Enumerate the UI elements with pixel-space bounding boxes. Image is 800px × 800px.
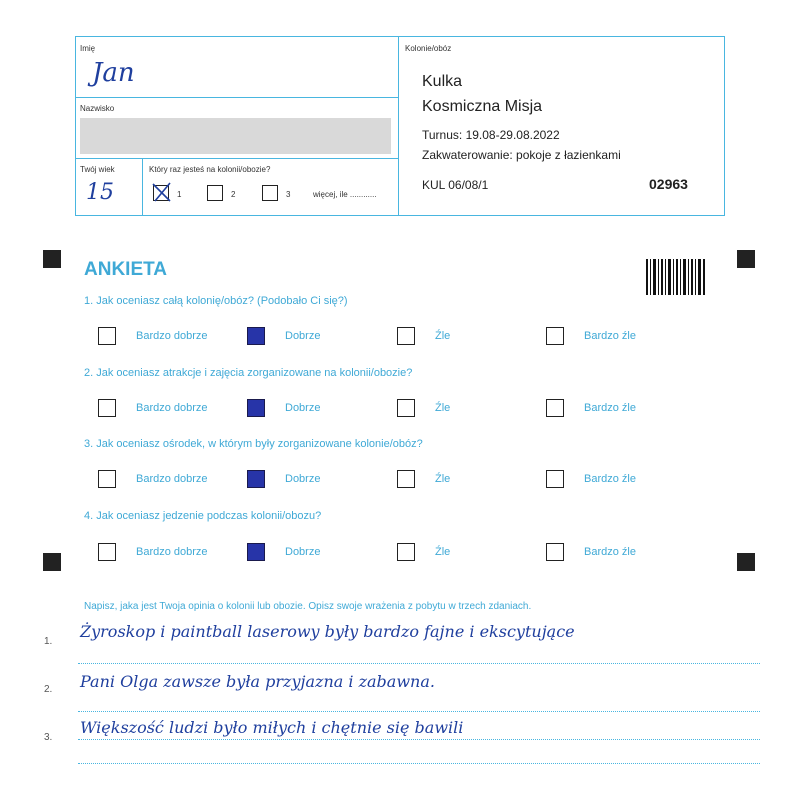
barcode-icon [646, 259, 706, 295]
q1-option-bardzo-dobrze[interactable] [98, 327, 208, 345]
q1-checkbox-bardzo-dobrze[interactable] [98, 327, 116, 345]
camp-label: Kolonie/obóz [405, 44, 452, 53]
q4-option-dobrze[interactable] [247, 543, 320, 561]
registration-marker-top-left [43, 250, 61, 268]
answer-1-number: 1. [44, 636, 53, 647]
answer-2-line [78, 711, 760, 712]
times-label: Który raz jesteś na kolonii/obozie? [149, 165, 271, 174]
age-label: Twój wiek [80, 165, 115, 174]
q4-option-zle[interactable] [397, 543, 450, 561]
turnus-text: Turnus: 19.08-29.08.2022 [422, 128, 560, 142]
first-name-label: Imię [80, 44, 96, 53]
age-divider [75, 158, 399, 159]
more-times-label: więcej, ile ............ [313, 190, 377, 199]
q2-checkbox-bardzo-dobrze[interactable] [98, 399, 116, 417]
q1-checkbox-bardzo-zle[interactable] [546, 327, 564, 345]
q2-option-bardzo-dobrze[interactable] [98, 399, 208, 417]
q2-checkbox-bardzo-zle[interactable] [546, 399, 564, 417]
q4-checkbox-bardzo-dobrze[interactable] [98, 543, 116, 561]
q2-option-dobrze[interactable] [247, 399, 320, 417]
option-label: Bardzo źle [584, 402, 636, 414]
times-option-1: 1 [177, 190, 182, 199]
q1-option-zle[interactable] [397, 327, 450, 345]
option-label: Dobrze [285, 402, 321, 414]
q3-checkbox-zle[interactable] [397, 470, 415, 488]
option-label: Źle [435, 330, 451, 342]
q2-checkbox-zle[interactable] [397, 399, 415, 417]
option-label: Bardzo dobrze [136, 330, 208, 342]
option-label: Źle [435, 402, 451, 414]
q1-option-bardzo-zle[interactable] [546, 327, 636, 345]
answer-3-number: 3. [44, 732, 53, 743]
answer-2-number: 2. [44, 684, 53, 695]
q4-checkbox-bardzo-zle[interactable] [546, 543, 564, 561]
camp-name-line2: Kosmiczna Misja [422, 98, 543, 115]
option-label: Źle [435, 546, 451, 558]
q3-checkbox-bardzo-dobrze[interactable] [98, 470, 116, 488]
question-1-text: 1. Jak oceniasz całą kolonię/obóz? (Podobało Ci się?) [84, 295, 348, 307]
first-name-value[interactable]: Jan [92, 58, 135, 88]
q1-checkbox-zle[interactable] [397, 327, 415, 345]
option-label: Bardzo dobrze [136, 546, 208, 558]
option-label: Bardzo źle [584, 330, 636, 342]
q3-option-bardzo-zle[interactable] [546, 470, 636, 488]
answer-2-text[interactable]: Pani Olga zawsze była przyjazna i zabawna. [80, 672, 435, 691]
question-2-text: 2. Jak oceniasz atrakcje i zajęcia zorganizowane na kolonii/obozie? [84, 367, 413, 379]
option-label: Dobrze [285, 473, 321, 485]
option-label: Dobrze [285, 546, 321, 558]
registration-marker-top-right [737, 250, 755, 268]
q1-option-dobrze[interactable] [247, 327, 320, 345]
answer-3-text[interactable]: Większość ludzi było miłych i chętnie się bawili [80, 718, 464, 737]
q4-option-bardzo-zle[interactable] [546, 543, 636, 561]
q4-checkbox-zle[interactable] [397, 543, 415, 561]
q4-option-bardzo-dobrze[interactable] [98, 543, 208, 561]
question-4-text: 4. Jak oceniasz jedzenie podczas kolonii/obozu? [84, 510, 322, 522]
last-name-label: Nazwisko [80, 104, 115, 113]
name-divider [75, 97, 399, 98]
q1-checkbox-dobrze[interactable] [247, 327, 265, 345]
q3-checkbox-bardzo-zle[interactable] [546, 470, 564, 488]
camp-code: KUL 06/08/1 [422, 178, 489, 192]
q4-checkbox-dobrze[interactable] [247, 543, 265, 561]
option-label: Bardzo źle [584, 546, 636, 558]
answer-1-text[interactable]: Żyroskop i paintball laserowy były bardzo fajne i ekscytujące [80, 622, 575, 641]
option-label: Źle [435, 473, 451, 485]
q3-option-zle[interactable] [397, 470, 450, 488]
times-checkbox-3[interactable] [262, 185, 278, 201]
form-number: 02963 [649, 176, 688, 192]
registration-marker-bottom-left [43, 553, 61, 571]
option-label: Bardzo dobrze [136, 402, 208, 414]
camp-name-line1: Kulka [422, 73, 463, 90]
q3-checkbox-dobrze[interactable] [247, 470, 265, 488]
survey-title: ANKIETA [84, 259, 168, 280]
q2-option-zle[interactable] [397, 399, 450, 417]
header-divider [398, 36, 399, 216]
accommodation-text: Zakwaterowanie: pokoje z łazienkami [422, 148, 621, 162]
q3-option-bardzo-dobrze[interactable] [98, 470, 208, 488]
registration-marker-bottom-right [737, 553, 755, 571]
opinion-prompt: Napisz, jaka jest Twoja opinia o kolonii lub obozie. Opisz swoje wrażenia z pobytu w trzech zdaniach. [84, 601, 532, 612]
option-label: Dobrze [285, 330, 321, 342]
answer-3-line [78, 739, 760, 740]
q2-checkbox-dobrze[interactable] [247, 399, 265, 417]
last-name-redacted [80, 118, 391, 154]
answer-1-line [78, 663, 760, 664]
option-label: Bardzo dobrze [136, 473, 208, 485]
times-checkbox-1-mark [151, 181, 173, 203]
option-label: Bardzo źle [584, 473, 636, 485]
times-option-2: 2 [231, 190, 236, 199]
age-value[interactable]: 15 [86, 180, 114, 205]
times-option-3: 3 [286, 190, 291, 199]
times-checkbox-2[interactable] [207, 185, 223, 201]
q3-option-dobrze[interactable] [247, 470, 320, 488]
q2-option-bardzo-zle[interactable] [546, 399, 636, 417]
question-3-text: 3. Jak oceniasz ośrodek, w którym były zorganizowane kolonie/obóz? [84, 438, 423, 450]
age-column-divider [142, 158, 143, 216]
answer-3-line-2 [78, 763, 760, 764]
